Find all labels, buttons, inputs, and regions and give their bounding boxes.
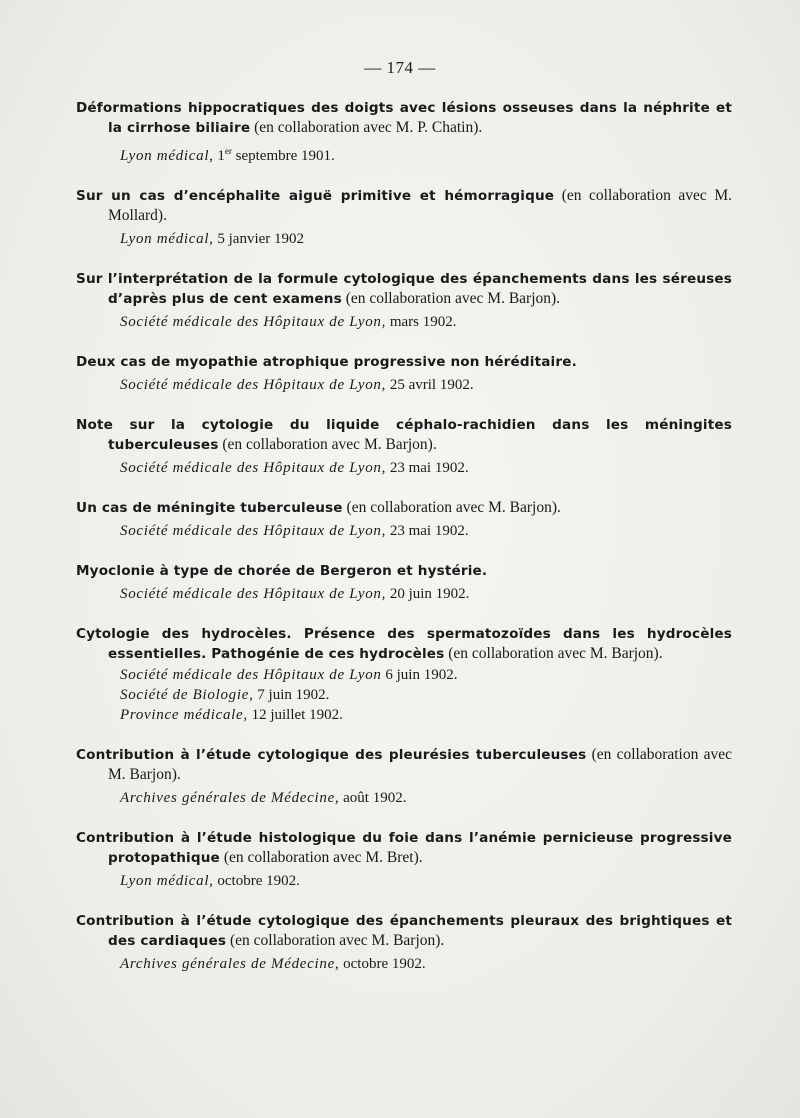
reference-journal: Société médicale des Hôpitaux de Lyon — [120, 667, 382, 683]
reference-date: 23 mai 1902. — [386, 460, 469, 476]
reference-journal: Société médicale des Hôpitaux de Lyon, — [120, 523, 387, 539]
reference-line — [120, 705, 732, 725]
entry-reference — [120, 665, 732, 725]
entry-collaboration: (en collaboration avec M. Barjon). — [341, 290, 561, 307]
entry-title-text: Sur l’interprétation de la formule cytologique des épanchements dans les séreuses d’après plus de cent examens — [76, 271, 732, 307]
reference-journal: Archives générales de Médecine, — [120, 956, 340, 972]
entry-title — [76, 269, 732, 309]
entry-reference — [120, 458, 732, 478]
reference-date: 25 avril 1902. — [386, 377, 474, 393]
entry-title-text: Note sur la cytologie du liquide céphalo-rachidien dans les méningites tuberculeuses — [76, 417, 732, 453]
bibliography-entry — [76, 745, 732, 808]
reference-date: octobre 1902. — [339, 956, 426, 972]
bibliography-list — [76, 98, 732, 994]
entry-title-text: Myoclonie à type de chorée de Bergeron et hystérie. — [76, 563, 488, 579]
entry-title — [76, 186, 732, 226]
entry-title — [76, 828, 732, 868]
entry-title — [76, 415, 732, 455]
reference-journal: Société médicale des Hôpitaux de Lyon, — [120, 586, 387, 602]
reference-journal: Société de Biologie, — [120, 687, 254, 703]
entry-title — [76, 745, 732, 785]
entry-collaboration: (en collaboration avec M. Barjon). — [226, 932, 445, 949]
entry-collaboration: (en collaboration avec M. Mollard). — [108, 187, 732, 224]
entry-reference — [120, 521, 732, 541]
reference-date: mars 1902. — [386, 314, 457, 330]
entry-title — [76, 624, 732, 664]
entry-title-text: Un cas de méningite tuberculeuse — [76, 500, 343, 516]
reference-journal: Province médicale, — [120, 707, 248, 723]
reference-journal: Lyon médical, — [120, 231, 214, 247]
reference-journal: Société médicale des Hôpitaux de Lyon, — [120, 314, 387, 330]
reference-date: octobre 1902. — [213, 873, 300, 889]
bibliography-entry — [76, 561, 732, 604]
entry-title-text: Cytologie des hydrocèles. Présence des spermatozoïdes dans les hydrocèles essentielles. Pathogénie de ces hydrocèles — [76, 626, 732, 662]
reference-date: 12 juillet 1902. — [247, 707, 343, 723]
bibliography-entry — [76, 269, 732, 332]
reference-date: août 1902. — [339, 790, 407, 806]
entry-title-text: Contribution à l’étude cytologique des pleurésies tuberculeuses — [76, 747, 587, 763]
page-number: — 174 — — [364, 58, 436, 77]
entry-reference — [120, 375, 732, 395]
entry-reference — [120, 141, 732, 166]
entry-collaboration: (en collaboration avec M. Barjon). — [342, 499, 561, 516]
entry-collaboration: (en collaboration avec M. Barjon). — [218, 436, 437, 453]
entry-title — [76, 498, 732, 518]
entry-title — [76, 561, 732, 581]
entry-reference — [120, 871, 732, 891]
reference-date: 23 mai 1902. — [386, 523, 469, 539]
entry-title-text: Déformations hippocratiques des doigts avec lésions osseuses dans la néphrite et la cirrhose biliaire — [76, 100, 732, 136]
bibliography-entry — [76, 186, 732, 249]
entry-reference — [120, 788, 732, 808]
entry-reference — [120, 312, 732, 332]
entry-reference — [120, 954, 732, 974]
reference-day: 1 — [213, 148, 225, 164]
entry-title — [76, 98, 732, 138]
bibliography-entry — [76, 828, 732, 891]
bibliography-entry — [76, 498, 732, 541]
bibliography-entry — [76, 415, 732, 478]
reference-journal: Lyon médical, — [120, 873, 214, 889]
reference-date: 6 juin 1902. — [381, 667, 458, 683]
bibliography-entry — [76, 352, 732, 395]
reference-ordinal: er — [224, 146, 232, 156]
bibliography-entry — [76, 911, 732, 974]
entry-title — [76, 352, 732, 372]
entry-title-text: Contribution à l’étude histologique du foie dans l’anémie pernicieuse progressive protopathique — [76, 830, 732, 866]
bibliography-entry — [76, 624, 732, 725]
reference-line — [120, 685, 732, 705]
entry-collaboration: (en collaboration avec M. P. Chatin). — [250, 119, 483, 136]
reference-journal: Société médicale des Hôpitaux de Lyon, — [120, 377, 387, 393]
entry-collaboration: (en collaboration avec M. Barjon). — [444, 645, 663, 662]
reference-journal: Archives générales de Médecine, — [120, 790, 340, 806]
entry-title-text: Sur un cas d’encéphalite aiguë primitive et hémorragique — [76, 188, 555, 204]
entry-title — [76, 911, 732, 951]
bibliography-entry — [76, 98, 732, 166]
reference-date: 7 juin 1902. — [253, 687, 330, 703]
reference-journal: Société médicale des Hôpitaux de Lyon, — [120, 460, 387, 476]
entry-title-text: Contribution à l’étude cytologique des épanchements pleuraux des brightiques et des cardiaques — [76, 913, 732, 949]
entry-collaboration: (en collaboration avec M. Bret). — [219, 849, 423, 866]
reference-date: septembre 1901. — [231, 148, 335, 164]
reference-date: 20 juin 1902. — [386, 586, 470, 602]
entry-reference — [120, 584, 732, 604]
entry-reference — [120, 229, 732, 249]
reference-date: 5 janvier 1902 — [213, 231, 305, 247]
reference-line — [120, 665, 732, 685]
reference-journal: Lyon médical, — [120, 148, 214, 164]
entry-collaboration: (en collaboration avec M. Barjon). — [108, 746, 732, 783]
entry-title-text: Deux cas de myopathie atrophique progressive non héréditaire. — [76, 354, 577, 370]
